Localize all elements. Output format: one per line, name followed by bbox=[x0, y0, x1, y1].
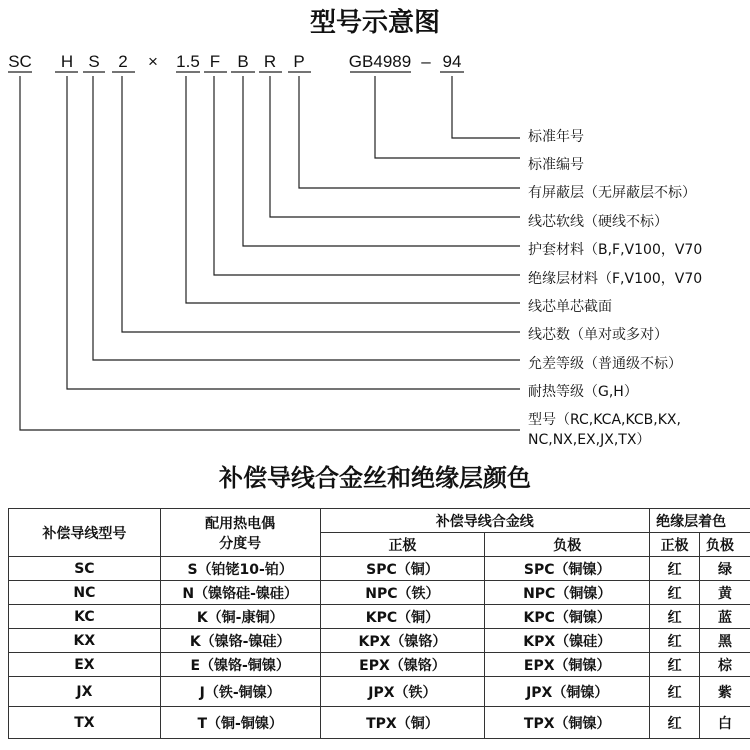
code-r: R bbox=[263, 52, 277, 71]
header-alloy: 补偿导线合金线 bbox=[320, 509, 650, 533]
table-cell: 红 bbox=[650, 605, 700, 629]
code-times: × bbox=[148, 52, 158, 71]
table-cell: N（镍铬硅-镍硅） bbox=[160, 581, 320, 605]
table-cell: 棕 bbox=[700, 653, 750, 677]
table-cell: KPC（铜） bbox=[320, 605, 485, 629]
table-cell: 白 bbox=[700, 707, 750, 739]
table-cell: TPX（铜镍） bbox=[485, 707, 650, 739]
code-sc: SC bbox=[8, 52, 32, 71]
table-cell: K（铜-康铜） bbox=[160, 605, 320, 629]
table-cell: KPC（铜镍） bbox=[485, 605, 650, 629]
header-alloy-pos: 正极 bbox=[320, 533, 485, 557]
table-cell: KPX（镍硅） bbox=[485, 629, 650, 653]
table-row bbox=[9, 605, 750, 629]
label-core-count: 线芯数（单对或多对） bbox=[528, 327, 668, 343]
label-standard: 标准编号 bbox=[528, 157, 584, 173]
table-cell: 黄 bbox=[700, 581, 750, 605]
diagram-title: 型号示意图 bbox=[309, 8, 440, 38]
table-cell: 蓝 bbox=[700, 605, 750, 629]
table-cell: 红 bbox=[650, 707, 700, 739]
header-color: 绝缘层着色 bbox=[650, 509, 750, 533]
code-b: B bbox=[237, 52, 249, 71]
table-cell: T（铜-铜镍） bbox=[160, 707, 320, 739]
code-s: S bbox=[88, 52, 100, 71]
code-p: P bbox=[293, 52, 305, 71]
code-dash: – bbox=[421, 52, 431, 71]
table-cell: SC bbox=[9, 557, 161, 581]
table-cell: 黑 bbox=[700, 629, 750, 653]
table-cell: NPC（铁） bbox=[320, 581, 485, 605]
table-cell: EX bbox=[9, 653, 161, 677]
table-cell: JX bbox=[9, 677, 161, 707]
code-94: 94 bbox=[442, 52, 462, 71]
table-cell: JPX（铜镍） bbox=[485, 677, 650, 707]
code-1-5: 1.5 bbox=[176, 52, 200, 71]
header-color-neg: 负极 bbox=[700, 533, 750, 557]
header-thermocouple: 配用热电偶 分度号 bbox=[160, 509, 320, 557]
table-cell: E（镍铬-铜镍） bbox=[160, 653, 320, 677]
label-model: 型号（RC,KCA,KCB,KX, bbox=[528, 412, 681, 428]
table-row bbox=[9, 629, 750, 653]
code-2: 2 bbox=[118, 52, 128, 71]
table-cell: EPX（镍铬） bbox=[320, 653, 485, 677]
label-section: 线芯单芯截面 bbox=[528, 299, 612, 315]
table-cell: EPX（铜镍） bbox=[485, 653, 650, 677]
table-cell: 绿 bbox=[700, 557, 750, 581]
label-tolerance: 允差等级（普通级不标） bbox=[528, 356, 682, 372]
label-shield: 有屏蔽层（无屏蔽层不标） bbox=[528, 185, 696, 201]
table-cell: SPC（铜） bbox=[320, 557, 485, 581]
code-h: H bbox=[60, 52, 74, 71]
table-row bbox=[9, 581, 750, 605]
label-soft-wire: 线芯软线（硬线不标） bbox=[528, 214, 668, 230]
table-cell: 红 bbox=[650, 557, 700, 581]
code-f: F bbox=[209, 52, 221, 71]
table-cell: 红 bbox=[650, 677, 700, 707]
table-row bbox=[9, 557, 750, 581]
table-cell: JPX（铁） bbox=[320, 677, 485, 707]
compensation-table bbox=[8, 508, 750, 739]
table-cell: KC bbox=[9, 605, 161, 629]
label-heat: 耐热等级（G,H） bbox=[528, 384, 638, 400]
table-cell: 紫 bbox=[700, 677, 750, 707]
table-cell: TX bbox=[9, 707, 161, 739]
label-insulation: 绝缘层材料（F,V100，V70 bbox=[528, 271, 703, 287]
table-cell: S（铂铑10-铂） bbox=[160, 557, 320, 581]
table-cell: NPC（铜镍） bbox=[485, 581, 650, 605]
header-color-pos: 正极 bbox=[650, 533, 700, 557]
table-row bbox=[9, 653, 750, 677]
code-gb4989: GB4989 bbox=[348, 52, 412, 71]
table-title: 补偿导线合金丝和绝缘层颜色 bbox=[219, 464, 531, 492]
table-cell: KPX（镍铬） bbox=[320, 629, 485, 653]
table-row bbox=[9, 707, 750, 739]
table-cell: SPC（铜镍） bbox=[485, 557, 650, 581]
table-cell: 红 bbox=[650, 629, 700, 653]
table-cell: KX bbox=[9, 629, 161, 653]
label-year: 标准年号 bbox=[528, 129, 584, 145]
table-cell: TPX（铜） bbox=[320, 707, 485, 739]
table-cell: J（铁-铜镍） bbox=[160, 677, 320, 707]
table-cell: NC bbox=[9, 581, 161, 605]
label-sheath: 护套材料（B,F,V100，V70 bbox=[528, 242, 703, 258]
table-cell: 红 bbox=[650, 653, 700, 677]
label-model-cont: NC,NX,EX,JX,TX） bbox=[528, 432, 651, 448]
header-alloy-neg: 负极 bbox=[485, 533, 650, 557]
header-model: 补偿导线型号 bbox=[9, 509, 161, 557]
table-cell: 红 bbox=[650, 581, 700, 605]
table-row bbox=[9, 677, 750, 707]
table-cell: K（镍铬-镍硅） bbox=[160, 629, 320, 653]
